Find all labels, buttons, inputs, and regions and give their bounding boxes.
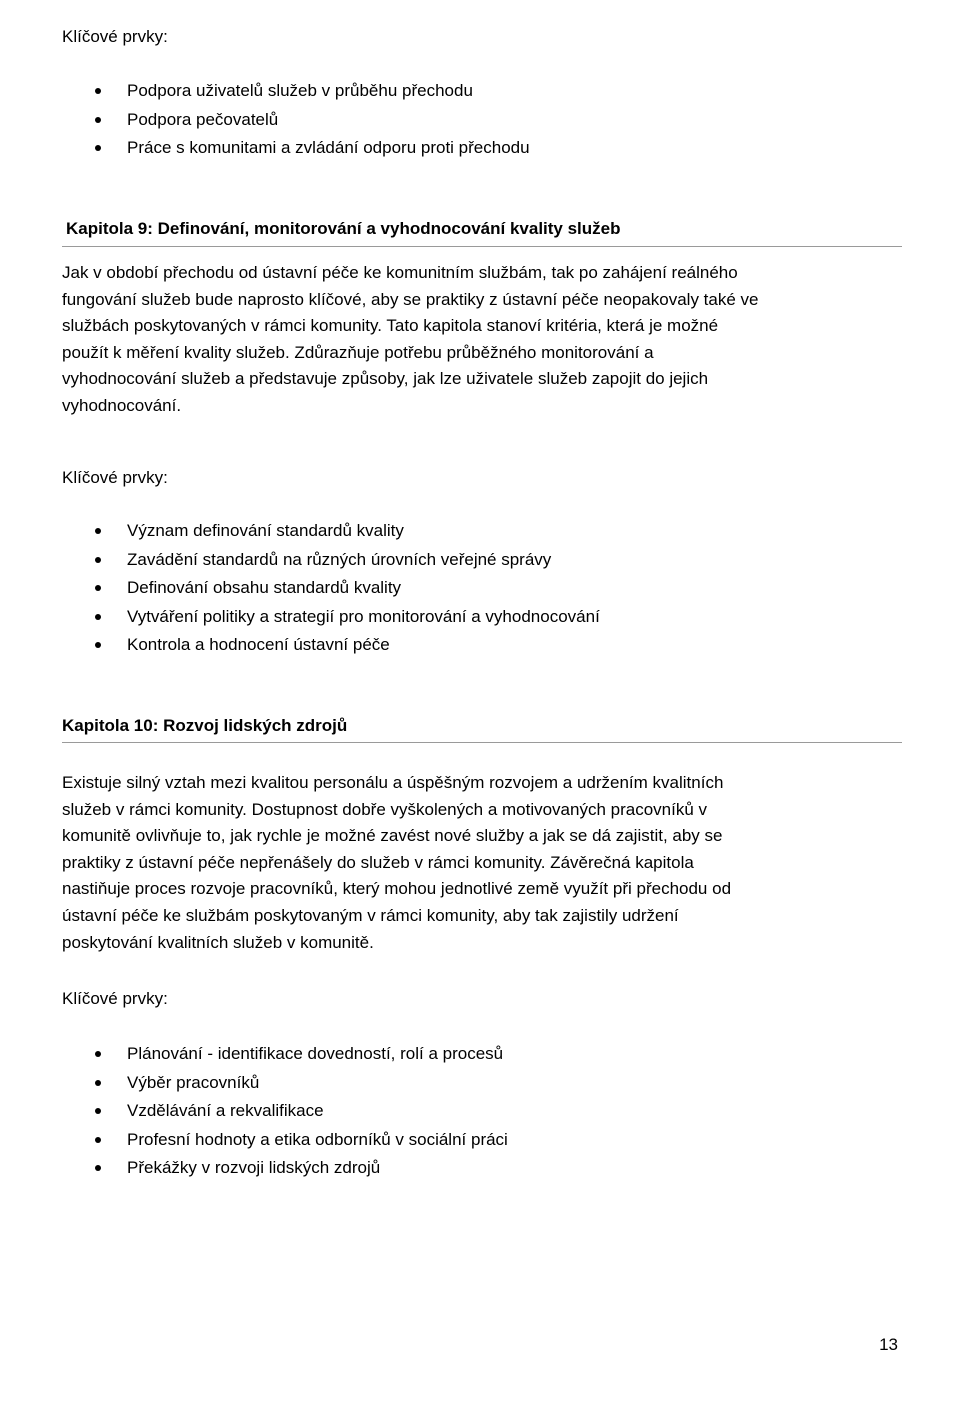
bullet-icon bbox=[95, 528, 101, 534]
page-number: 13 bbox=[879, 1335, 898, 1354]
bullet-icon bbox=[95, 1165, 101, 1171]
list-item-text: Překážky v rozvoji lidských zdrojů bbox=[127, 1158, 381, 1177]
list-item-text: Kontrola a hodnocení ústavní péče bbox=[127, 635, 390, 654]
bullet-icon bbox=[95, 117, 101, 123]
paragraph-line: vyhodnocování služeb a představuje způsoby, jak lze uživatele služeb zapojit do jejich bbox=[62, 369, 709, 389]
bullet-icon bbox=[95, 614, 101, 620]
bullet-icon bbox=[95, 1051, 101, 1057]
bullet-icon bbox=[95, 1137, 101, 1143]
paragraph-line: Existuje silný vztah mezi kvalitou personálu a úspěšným rozvojem a udržením kvalitních bbox=[62, 773, 724, 792]
bullet-icon bbox=[95, 145, 101, 151]
paragraph-line: službách poskytovaných v rámci komunity. Tato kapitola stanoví kritéria, která je možné bbox=[62, 316, 719, 336]
bullet-icon bbox=[95, 1108, 101, 1114]
bullet-icon bbox=[95, 642, 101, 648]
key-elements-label: Klíčové prvky: bbox=[62, 468, 168, 487]
paragraph-line: komunitě ovlivňuje to, jak rychle je možné zavést nové služby a jak se dá zajistit, aby se bbox=[62, 826, 723, 846]
list-item-text: Zavádění standardů na různých úrovních veřejné správy bbox=[127, 549, 552, 569]
paragraph-line: poskytování kvalitních služeb v komunitě. bbox=[62, 932, 374, 952]
paragraph-line: použít k měření kvality služeb. Zdůrazňuje potřebu průběžného monitorování a bbox=[62, 342, 654, 362]
list-item-text: Profesní hodnoty a etika odborníků v sociální práci bbox=[127, 1129, 508, 1149]
paragraph-line: nastiňuje proces rozvoje pracovníků, který mohou jednotlivé země využít při přechodu od bbox=[62, 879, 732, 899]
chapter-10-heading: Kapitola 10: Rozvoj lidských zdrojů bbox=[62, 716, 348, 735]
chapter-9-heading: Kapitola 9: Definování, monitorování a vyhodnocování kvality služeb bbox=[66, 219, 621, 238]
paragraph-line: praktiky z ústavní péče nepřenášely do služeb v rámci komunity. Závěrečná kapitola bbox=[62, 852, 694, 872]
chapter-10-divider bbox=[62, 742, 902, 743]
list-item-text: Vytváření politiky a strategií pro monitorování a vyhodnocování bbox=[127, 606, 600, 626]
list-item-text: Podpora uživatelů služeb v průběhu přechodu bbox=[127, 81, 473, 100]
key-elements-label: Klíčové prvky: bbox=[62, 27, 168, 46]
chapter-9-divider bbox=[62, 246, 902, 247]
list-item-text: Vzdělávání a rekvalifikace bbox=[127, 1101, 324, 1120]
paragraph-line: Jak v období přechodu od ústavní péče ke komunitním službám, tak po zahájení reálného bbox=[62, 263, 738, 282]
chapter-9-paragraph bbox=[62, 260, 758, 420]
key-elements-label: Klíčové prvky: bbox=[62, 989, 168, 1008]
paragraph-line: ústavní péče ke službám poskytovaným v rámci komunity, aby tak zajistily udržení bbox=[62, 905, 679, 925]
paragraph-line: vyhodnocování. bbox=[62, 395, 182, 415]
paragraph-line: fungování služeb bude naprosto klíčové, aby se praktiky z ústavní péče neopakovaly také ve bbox=[62, 289, 759, 309]
list-item-text: Definování obsahu standardů kvality bbox=[127, 578, 402, 597]
list-item-text: Práce s komunitami a zvládání odporu proti přechodu bbox=[127, 138, 530, 157]
chapter-10-paragraph bbox=[62, 770, 731, 956]
list-item-text: Plánování - identifikace dovedností, rolí a procesů bbox=[127, 1044, 504, 1063]
bullet-icon bbox=[95, 585, 101, 591]
bullet-icon bbox=[95, 1080, 101, 1086]
list-item-text: Výběr pracovníků bbox=[127, 1072, 260, 1092]
list-item-text: Podpora pečovatelů bbox=[127, 109, 279, 129]
bullet-icon bbox=[95, 88, 101, 94]
bullet-icon bbox=[95, 557, 101, 563]
paragraph-line: služeb v rámci komunity. Dostupnost dobře vyškolených a motivovaných pracovníků v bbox=[62, 799, 708, 819]
list-item-text: Význam definování standardů kvality bbox=[127, 521, 404, 540]
